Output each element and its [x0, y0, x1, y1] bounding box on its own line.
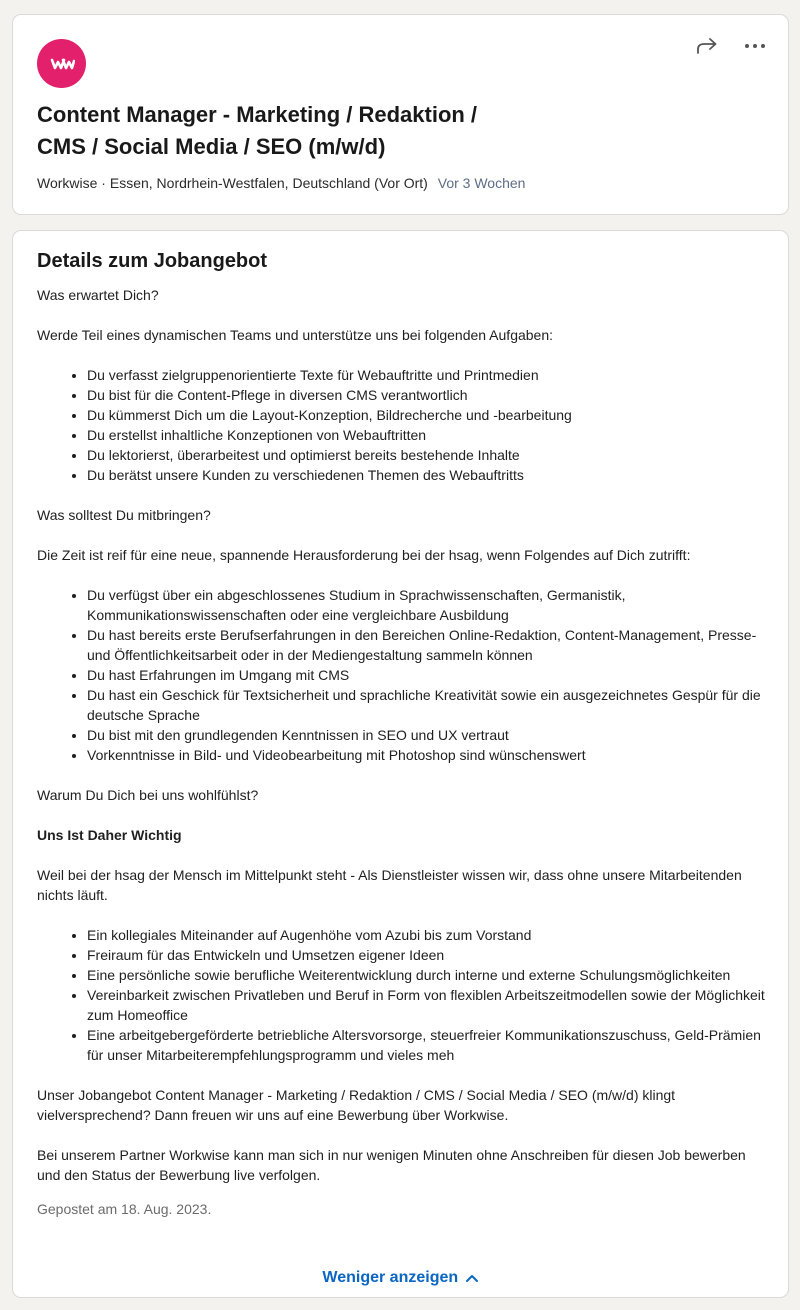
list-item: • Du bist mit den grundlegenden Kenntnissen in SEO und UX vertraut — [87, 725, 772, 745]
posted-date: Gepostet am 18. Aug. 2023. — [37, 1201, 212, 1217]
job-title — [37, 99, 557, 163]
list-item: • Eine arbeitgebergeförderte betriebliche Altersvorsorge, steuerfreier Kommunikationszuschuss, Geld-Prämien für unser Mitarbeiterempfehlungsprogramm und vieles meh — [87, 1025, 772, 1065]
job-title-line-2: CMS / Social Media / SEO (m/w/d) — [37, 134, 386, 159]
important-heading: Uns Ist Daher Wichtig — [37, 827, 182, 843]
company-logo[interactable] — [37, 39, 86, 88]
list-item: • Du verfasst zielgruppenorientierte Texte für Webauftritte und Printmedien — [87, 365, 772, 385]
list-item: • Du verfügst über ein abgeschlossenes Studium in Sprachwissenschaften, Germanistik, Kommunikationswissenschaften oder eine vergleichbare Ausbildung — [87, 585, 772, 625]
why-text: Weil bei der hsag der Mensch im Mittelpunkt steht - Als Dienstleister wissen wir, dass ohne unsere Mitarbeitenden nichts läuft. — [37, 867, 742, 903]
job-header-card — [12, 14, 789, 215]
requirements-text: Die Zeit ist reif für eine neue, spannende Herausforderung bei der hsag, wenn Folgendes auf Dich zutrifft: — [37, 547, 691, 563]
intro-text: Werde Teil eines dynamischen Teams und unterstütze uns bei folgenden Aufgaben: — [37, 327, 554, 343]
why-question: Warum Du Dich bei uns wohlfühlst? — [37, 787, 259, 803]
list-item: • Eine persönliche sowie berufliche Weiterentwicklung durch interne und externe Schulungsmöglichkeiten — [87, 965, 772, 985]
requirements-list — [37, 585, 772, 765]
benefits-list — [37, 925, 772, 1065]
job-title-line-1: Content Manager - Marketing / Redaktion / — [37, 102, 478, 127]
list-item: • Du hast ein Geschick für Textsicherheit und sprachliche Kreativität sowie ein ausgezeichnetes Gespür für die deutsche Sprache — [87, 685, 772, 725]
closing-text-1: Unser Jobangebot Content Manager - Marketing / Redaktion / CMS / Social Media / SEO (m/w/d) klingt vielversprechend? Dann freuen wir uns auf eine Bewerbung über Workwise. — [37, 1087, 676, 1123]
details-heading: Details zum Jobangebot — [37, 250, 268, 272]
more-options-button[interactable] — [738, 33, 772, 59]
share-button[interactable] — [690, 33, 724, 59]
list-item: • Du bist für die Content-Pflege in diversen CMS verantwortlich — [87, 385, 772, 405]
list-item: • Ein kollegiales Miteinander auf Augenhöhe vom Azubi bis zum Vorstand — [87, 925, 772, 945]
list-item: • Vorkenntnisse in Bild- und Videobearbeitung mit Photoshop sind wünschenswert — [87, 745, 772, 765]
list-item: • Du hast Erfahrungen im Umgang mit CMS — [87, 665, 772, 685]
closing-text-2: Bei unserem Partner Workwise kann man sich in nur wenigen Minuten ohne Anschreiben für diesen Job bewerben und den Status der Bewerbung live verfolgen. — [37, 1147, 746, 1183]
intro-question: Was erwartet Dich? — [37, 287, 159, 303]
job-details-card — [12, 230, 789, 1298]
list-item: • Vereinbarkeit zwischen Privatleben und Beruf in Form von flexiblen Arbeitszeitmodellen sowie der Möglichkeit zum Homeoffice — [87, 985, 772, 1025]
job-description — [37, 285, 772, 1185]
job-meta — [37, 173, 525, 193]
list-item: • Du lektorierst, überarbeitest und optimierst bereits bestehende Inhalte — [87, 445, 772, 465]
list-item: • Du kümmerst Dich um die Layout-Konzeption, Bildrecherche und -bearbeitung — [87, 405, 772, 425]
posted-ago: Vor 3 Wochen — [437, 175, 526, 191]
list-item: • Du hast bereits erste Berufserfahrungen in den Bereichen Online-Redaktion, Content-Management, Presse- und Öffentlichkeitsarbeit oder in der Mediengestaltung sammeln können — [87, 625, 772, 665]
list-item: • Freiraum für das Entwickeln und Umsetzen eigener Ideen — [87, 945, 772, 965]
share-arrow-icon — [695, 36, 719, 56]
more-horizontal-icon — [743, 42, 767, 50]
show-less-button[interactable] — [13, 1267, 788, 1289]
company-location: Workwise · Essen, Nordrhein-Westfalen, Deutschland (Vor Ort) — [37, 175, 428, 191]
requirements-question: Was solltest Du mitbringen? — [37, 507, 211, 523]
chevron-up-icon — [465, 1273, 479, 1283]
show-less-label: Weniger anzeigen — [322, 1269, 459, 1286]
list-item: • Du erstellst inhaltliche Konzeptionen von Webauftritten — [87, 425, 772, 445]
workwise-logo-icon — [49, 57, 75, 71]
tasks-list — [37, 365, 772, 485]
list-item: • Du berätst unsere Kunden zu verschiedenen Themen des Webauftritts — [87, 465, 772, 485]
